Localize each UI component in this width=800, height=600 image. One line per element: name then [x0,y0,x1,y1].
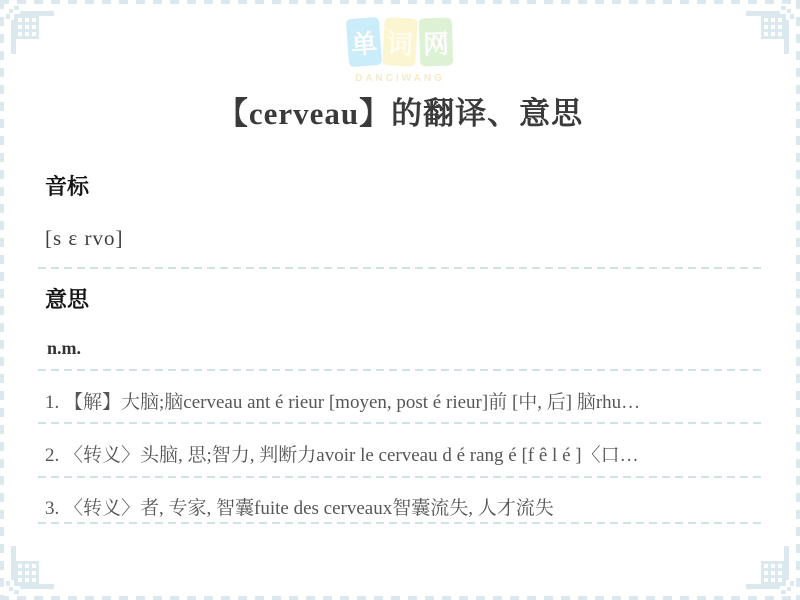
corner-ornament-icon [746,546,798,598]
section-heading-meaning: 意思 [45,287,90,312]
definition-item: 1. 【解】大脑;脑cerveau ant é rieur [moyen, post é rieur]前 [中, 后] 脑rhu… [45,392,641,413]
page-border-bottom [0,596,800,600]
logo-tile: 单 [346,17,382,67]
corner-ornament-icon [2,2,54,54]
logo-tile: 词 [382,17,417,67]
logo-tile: 网 [419,17,454,66]
definition-divider [38,522,762,524]
page-border-top [0,0,800,4]
site-watermark-logo [348,18,453,84]
corner-ornament-icon [2,546,54,598]
page-title: 【cerveau】的翻译、意思 [216,96,584,131]
definition-divider [38,422,762,424]
definition-item: 2. 〈转义〉头脑, 思;智力, 判断力avoir le cerveau d é rang é [f ê l é ]〈口… [45,445,639,466]
logo-caption: DANCIWANG [355,73,445,84]
section-heading-phonetic: 音标 [45,174,90,199]
definition-item: 3. 〈转义〉者, 专家, 智囊fuite des cerveaux智囊流失, 人才流失 [45,498,554,519]
logo-tiles [348,18,453,66]
section-divider [38,267,762,269]
phonetic-value: [s ɛ rvo] [45,226,124,250]
definition-divider [38,476,762,478]
part-of-speech-label: n.m. [47,338,82,358]
section-divider [38,369,762,371]
corner-ornament-icon [746,2,798,54]
